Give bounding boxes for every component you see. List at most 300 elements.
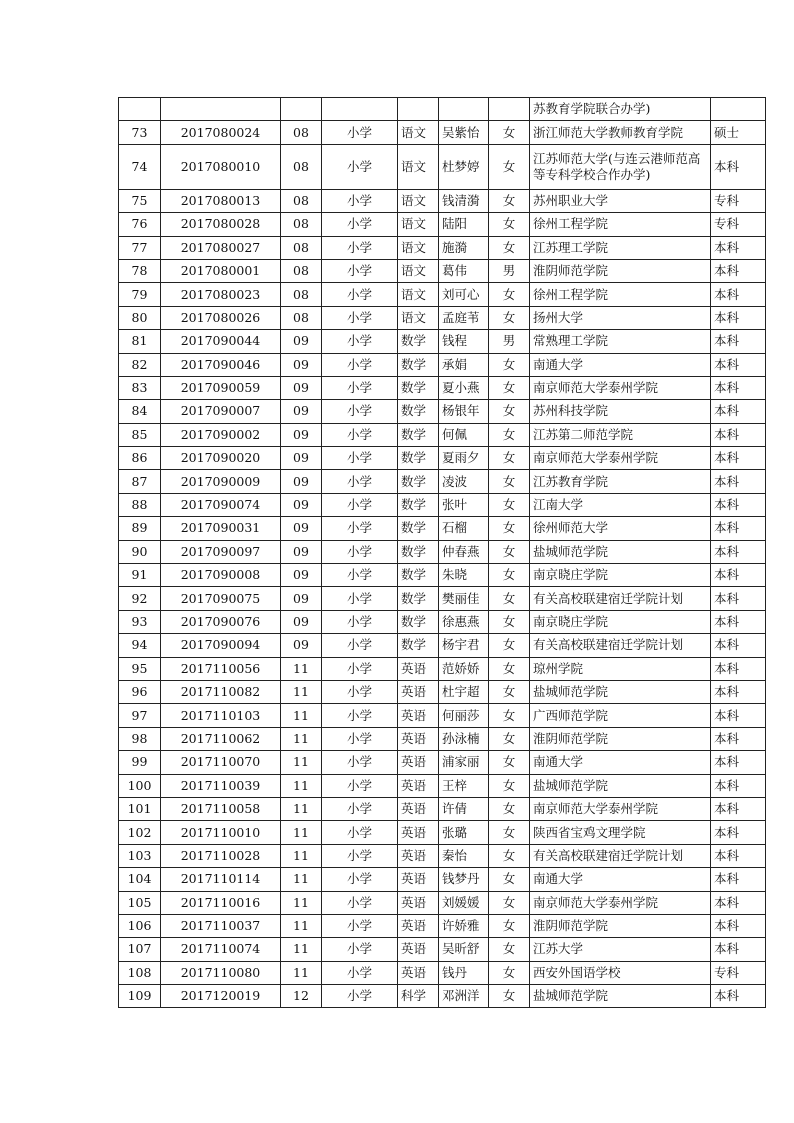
- cell-subject: 语文: [398, 283, 439, 306]
- cell-subject: 英语: [398, 704, 439, 727]
- cell-subject: 数学: [398, 493, 439, 516]
- cell-index: 106: [119, 914, 161, 937]
- cell-exam-number: [161, 98, 281, 121]
- cell-index: [119, 98, 161, 121]
- table-row: [119, 797, 766, 820]
- cell-index: 108: [119, 961, 161, 984]
- cell-level: 小学: [322, 213, 398, 236]
- cell-school: 南京师范大学泰州学院: [530, 797, 711, 820]
- cell-level: 小学: [322, 727, 398, 750]
- table-row: [119, 587, 766, 610]
- cell-exam-number: 2017090046: [161, 353, 281, 376]
- cell-name: 葛伟: [439, 259, 489, 282]
- cell-exam-number: 2017080013: [161, 189, 281, 212]
- cell-position-code: 11: [281, 844, 322, 867]
- table-row: [119, 493, 766, 516]
- cell-subject: 语文: [398, 306, 439, 329]
- cell-name: 徐惠燕: [439, 610, 489, 633]
- cell-position-code: 09: [281, 470, 322, 493]
- cell-position-code: 09: [281, 353, 322, 376]
- cell-school: 徐州工程学院: [530, 283, 711, 306]
- cell-gender: 女: [489, 189, 530, 212]
- cell-subject: 数学: [398, 376, 439, 399]
- cell-level: 小学: [322, 259, 398, 282]
- cell-school: 徐州师范大学: [530, 517, 711, 540]
- cell-index: 83: [119, 376, 161, 399]
- cell-level: [322, 98, 398, 121]
- cell-level: 小学: [322, 704, 398, 727]
- cell-school: 江苏第二师范学院: [530, 423, 711, 446]
- table-row: [119, 985, 766, 1008]
- cell-school: 盐城师范学院: [530, 774, 711, 797]
- cell-position-code: 09: [281, 447, 322, 470]
- cell-name: 秦怡: [439, 844, 489, 867]
- cell-gender: 女: [489, 587, 530, 610]
- cell-position-code: 11: [281, 938, 322, 961]
- cell-exam-number: 2017110080: [161, 961, 281, 984]
- cell-name: 钱丹: [439, 961, 489, 984]
- cell-subject: 数学: [398, 447, 439, 470]
- cell-position-code: 08: [281, 189, 322, 212]
- cell-position-code: 11: [281, 797, 322, 820]
- cell-degree: 本科: [711, 259, 766, 282]
- cell-position-code: 11: [281, 657, 322, 680]
- table-row: [119, 259, 766, 282]
- cell-name: 夏小燕: [439, 376, 489, 399]
- cell-level: 小学: [322, 961, 398, 984]
- cell-index: 98: [119, 727, 161, 750]
- cell-degree: 本科: [711, 751, 766, 774]
- cell-subject: 语文: [398, 144, 439, 189]
- cell-name: 刘媛媛: [439, 891, 489, 914]
- cell-position-code: 09: [281, 376, 322, 399]
- cell-gender: 女: [489, 493, 530, 516]
- cell-level: 小学: [322, 400, 398, 423]
- cell-index: 101: [119, 797, 161, 820]
- cell-school: 苏州科技学院: [530, 400, 711, 423]
- cell-exam-number: 2017090094: [161, 634, 281, 657]
- table-row: [119, 376, 766, 399]
- cell-position-code: 11: [281, 914, 322, 937]
- cell-degree: 本科: [711, 891, 766, 914]
- cell-index: 91: [119, 564, 161, 587]
- cell-exam-number: 2017080028: [161, 213, 281, 236]
- cell-gender: 女: [489, 657, 530, 680]
- cell-name: 张叶: [439, 493, 489, 516]
- cell-gender: 女: [489, 447, 530, 470]
- table-row: [119, 634, 766, 657]
- cell-gender: 女: [489, 376, 530, 399]
- cell-subject: 英语: [398, 844, 439, 867]
- cell-subject: 语文: [398, 236, 439, 259]
- table-row: [119, 517, 766, 540]
- cell-degree: 本科: [711, 306, 766, 329]
- cell-level: 小学: [322, 564, 398, 587]
- cell-index: 103: [119, 844, 161, 867]
- cell-subject: 英语: [398, 774, 439, 797]
- table-row: [119, 680, 766, 703]
- cell-index: 99: [119, 751, 161, 774]
- cell-exam-number: 2017110114: [161, 868, 281, 891]
- cell-gender: 女: [489, 938, 530, 961]
- table-row: [119, 891, 766, 914]
- table-row: [119, 353, 766, 376]
- table-row: [119, 540, 766, 563]
- cell-subject: 英语: [398, 961, 439, 984]
- cell-degree: 本科: [711, 540, 766, 563]
- cell-gender: 女: [489, 634, 530, 657]
- cell-degree: [711, 98, 766, 121]
- cell-school: 南京师范大学泰州学院: [530, 447, 711, 470]
- cell-index: 80: [119, 306, 161, 329]
- cell-subject: 英语: [398, 914, 439, 937]
- cell-position-code: 09: [281, 587, 322, 610]
- table-row: [119, 727, 766, 750]
- cell-position-code: 09: [281, 330, 322, 353]
- cell-school: 有关高校联建宿迁学院计划: [530, 634, 711, 657]
- cell-position-code: 09: [281, 610, 322, 633]
- cell-subject: 语文: [398, 213, 439, 236]
- cell-school: 淮阴师范学院: [530, 914, 711, 937]
- cell-exam-number: 2017090059: [161, 376, 281, 399]
- cell-gender: 女: [489, 144, 530, 189]
- table-row: [119, 213, 766, 236]
- cell-index: 73: [119, 121, 161, 144]
- cell-gender: 女: [489, 306, 530, 329]
- cell-index: 95: [119, 657, 161, 680]
- cell-level: 小学: [322, 891, 398, 914]
- cell-index: 85: [119, 423, 161, 446]
- cell-degree: 本科: [711, 774, 766, 797]
- cell-school: 南通大学: [530, 353, 711, 376]
- cell-level: 小学: [322, 470, 398, 493]
- cell-level: 小学: [322, 283, 398, 306]
- cell-name: 何佩: [439, 423, 489, 446]
- cell-school: 南京晓庄学院: [530, 610, 711, 633]
- cell-position-code: 11: [281, 751, 322, 774]
- cell-gender: 女: [489, 985, 530, 1008]
- table-row: [119, 423, 766, 446]
- cell-school: 常熟理工学院: [530, 330, 711, 353]
- cell-gender: 女: [489, 961, 530, 984]
- table-row: [119, 306, 766, 329]
- cell-subject: 英语: [398, 868, 439, 891]
- cell-exam-number: 2017110103: [161, 704, 281, 727]
- cell-school: 江南大学: [530, 493, 711, 516]
- cell-exam-number: 2017110039: [161, 774, 281, 797]
- cell-position-code: 11: [281, 704, 322, 727]
- cell-name: 许娇雅: [439, 914, 489, 937]
- cell-subject: 数学: [398, 353, 439, 376]
- table-row-continuation: [119, 98, 766, 121]
- cell-name: 朱晓: [439, 564, 489, 587]
- table-row: [119, 657, 766, 680]
- cell-subject: 数学: [398, 610, 439, 633]
- cell-index: 76: [119, 213, 161, 236]
- cell-level: 小学: [322, 376, 398, 399]
- cell-school: 徐州工程学院: [530, 213, 711, 236]
- cell-position-code: 08: [281, 259, 322, 282]
- cell-degree: 本科: [711, 470, 766, 493]
- cell-position-code: 11: [281, 680, 322, 703]
- cell-subject: 数学: [398, 540, 439, 563]
- cell-exam-number: 2017090007: [161, 400, 281, 423]
- cell-level: 小学: [322, 236, 398, 259]
- cell-gender: 女: [489, 610, 530, 633]
- cell-gender: 女: [489, 727, 530, 750]
- cell-position-code: 09: [281, 493, 322, 516]
- cell-subject: 数学: [398, 423, 439, 446]
- cell-gender: 女: [489, 470, 530, 493]
- cell-name: 范娇娇: [439, 657, 489, 680]
- cell-exam-number: 2017080010: [161, 144, 281, 189]
- cell-level: 小学: [322, 423, 398, 446]
- cell-exam-number: 2017110058: [161, 797, 281, 820]
- cell-exam-number: 2017090008: [161, 564, 281, 587]
- cell-name: 邓洲洋: [439, 985, 489, 1008]
- cell-degree: 本科: [711, 704, 766, 727]
- cell-subject: 科学: [398, 985, 439, 1008]
- cell-degree: 本科: [711, 144, 766, 189]
- cell-index: 86: [119, 447, 161, 470]
- cell-school: 西安外国语学校: [530, 961, 711, 984]
- cell-subject: 数学: [398, 330, 439, 353]
- cell-level: 小学: [322, 610, 398, 633]
- cell-degree: 本科: [711, 657, 766, 680]
- cell-exam-number: 2017090009: [161, 470, 281, 493]
- cell-level: 小学: [322, 680, 398, 703]
- cell-gender: 女: [489, 517, 530, 540]
- cell-position-code: 11: [281, 961, 322, 984]
- table-row: [119, 938, 766, 961]
- cell-position-code: 11: [281, 774, 322, 797]
- table-row: [119, 564, 766, 587]
- cell-name: 石榴: [439, 517, 489, 540]
- cell-degree: 本科: [711, 680, 766, 703]
- cell-school: 盐城师范学院: [530, 985, 711, 1008]
- cell-level: 小学: [322, 914, 398, 937]
- cell-subject: 英语: [398, 821, 439, 844]
- cell-gender: 女: [489, 283, 530, 306]
- cell-gender: 女: [489, 868, 530, 891]
- cell-gender: 女: [489, 774, 530, 797]
- cell-index: 97: [119, 704, 161, 727]
- cell-subject: 数学: [398, 400, 439, 423]
- cell-position-code: [281, 98, 322, 121]
- cell-level: 小学: [322, 587, 398, 610]
- cell-index: 75: [119, 189, 161, 212]
- cell-degree: 本科: [711, 821, 766, 844]
- cell-index: 102: [119, 821, 161, 844]
- cell-index: 90: [119, 540, 161, 563]
- cell-name: 钱清漪: [439, 189, 489, 212]
- cell-subject: 英语: [398, 727, 439, 750]
- cell-level: 小学: [322, 657, 398, 680]
- cell-exam-number: 2017110056: [161, 657, 281, 680]
- cell-index: 82: [119, 353, 161, 376]
- table-row: [119, 400, 766, 423]
- cell-level: 小学: [322, 121, 398, 144]
- cell-gender: 女: [489, 121, 530, 144]
- cell-level: 小学: [322, 868, 398, 891]
- cell-subject: 英语: [398, 657, 439, 680]
- cell-position-code: 11: [281, 868, 322, 891]
- table-row: [119, 610, 766, 633]
- cell-degree: 专科: [711, 189, 766, 212]
- cell-degree: 本科: [711, 914, 766, 937]
- cell-degree: 本科: [711, 587, 766, 610]
- cell-name: 凌波: [439, 470, 489, 493]
- cell-name: 承娟: [439, 353, 489, 376]
- cell-level: 小学: [322, 821, 398, 844]
- cell-degree: 本科: [711, 283, 766, 306]
- cell-degree: 本科: [711, 330, 766, 353]
- table-row: [119, 470, 766, 493]
- cell-position-code: 08: [281, 213, 322, 236]
- cell-name: 夏雨夕: [439, 447, 489, 470]
- cell-school: 广西师范学院: [530, 704, 711, 727]
- cell-name: 杨宇君: [439, 634, 489, 657]
- cell-gender: 女: [489, 564, 530, 587]
- cell-degree: 本科: [711, 727, 766, 750]
- cell-school: 南京师范大学泰州学院: [530, 376, 711, 399]
- cell-gender: 女: [489, 680, 530, 703]
- cell-gender: 女: [489, 821, 530, 844]
- cell-exam-number: 2017090097: [161, 540, 281, 563]
- table-row: [119, 914, 766, 937]
- cell-index: 105: [119, 891, 161, 914]
- cell-gender: 女: [489, 423, 530, 446]
- cell-exam-number: 2017080001: [161, 259, 281, 282]
- cell-gender: 男: [489, 330, 530, 353]
- cell-school: 淮阴师范学院: [530, 259, 711, 282]
- cell-degree: 本科: [711, 493, 766, 516]
- cell-degree: 专科: [711, 961, 766, 984]
- cell-name: 吴紫怡: [439, 121, 489, 144]
- cell-exam-number: 2017120019: [161, 985, 281, 1008]
- cell-subject: 语文: [398, 189, 439, 212]
- cell-school: 有关高校联建宿迁学院计划: [530, 844, 711, 867]
- table-row: [119, 121, 766, 144]
- cell-name: 孟庭苇: [439, 306, 489, 329]
- cell-index: 96: [119, 680, 161, 703]
- cell-exam-number: 2017110082: [161, 680, 281, 703]
- cell-degree: 本科: [711, 985, 766, 1008]
- cell-position-code: 08: [281, 306, 322, 329]
- table-row: [119, 704, 766, 727]
- cell-exam-number: 2017110028: [161, 844, 281, 867]
- cell-name: 张璐: [439, 821, 489, 844]
- cell-name: 杨银年: [439, 400, 489, 423]
- cell-name: 杜梦婷: [439, 144, 489, 189]
- table-row: [119, 961, 766, 984]
- cell-name: 浦家丽: [439, 751, 489, 774]
- cell-position-code: 09: [281, 400, 322, 423]
- cell-gender: 女: [489, 540, 530, 563]
- cell-level: 小学: [322, 353, 398, 376]
- cell-name: 仲春燕: [439, 540, 489, 563]
- cell-position-code: 11: [281, 821, 322, 844]
- cell-gender: 女: [489, 914, 530, 937]
- cell-school: 江苏教育学院: [530, 470, 711, 493]
- cell-degree: 本科: [711, 423, 766, 446]
- cell-index: 87: [119, 470, 161, 493]
- cell-school: 有关高校联建宿迁学院计划: [530, 587, 711, 610]
- table-row: [119, 868, 766, 891]
- cell-position-code: 09: [281, 423, 322, 446]
- cell-school: 扬州大学: [530, 306, 711, 329]
- cell-index: 104: [119, 868, 161, 891]
- table-row: [119, 236, 766, 259]
- cell-index: 74: [119, 144, 161, 189]
- table-row: [119, 189, 766, 212]
- cell-index: 92: [119, 587, 161, 610]
- cell-gender: 女: [489, 844, 530, 867]
- cell-subject: 数学: [398, 634, 439, 657]
- cell-degree: 本科: [711, 564, 766, 587]
- cell-position-code: 08: [281, 121, 322, 144]
- cell-index: 107: [119, 938, 161, 961]
- cell-index: 78: [119, 259, 161, 282]
- cell-gender: 女: [489, 236, 530, 259]
- cell-subject: 英语: [398, 938, 439, 961]
- table-row: [119, 144, 766, 189]
- cell-gender: 女: [489, 891, 530, 914]
- cell-gender: 女: [489, 797, 530, 820]
- cell-position-code: 11: [281, 891, 322, 914]
- cell-index: 94: [119, 634, 161, 657]
- cell-exam-number: 2017110062: [161, 727, 281, 750]
- cell-position-code: 08: [281, 236, 322, 259]
- cell-degree: 本科: [711, 400, 766, 423]
- cell-level: 小学: [322, 774, 398, 797]
- cell-school: 苏州职业大学: [530, 189, 711, 212]
- cell-exam-number: 2017110016: [161, 891, 281, 914]
- cell-degree: 本科: [711, 353, 766, 376]
- cell-exam-number: 2017090031: [161, 517, 281, 540]
- cell-level: 小学: [322, 751, 398, 774]
- cell-position-code: 08: [281, 283, 322, 306]
- cell-school: 陕西省宝鸡文理学院: [530, 821, 711, 844]
- cell-school: 淮阴师范学院: [530, 727, 711, 750]
- cell-subject: 英语: [398, 751, 439, 774]
- cell-degree: 本科: [711, 610, 766, 633]
- cell-degree: 专科: [711, 213, 766, 236]
- cell-subject: [398, 98, 439, 121]
- cell-index: 84: [119, 400, 161, 423]
- cell-school: 苏教育学院联合办学): [530, 98, 711, 121]
- cell-gender: 女: [489, 751, 530, 774]
- cell-degree: 本科: [711, 634, 766, 657]
- cell-level: 小学: [322, 938, 398, 961]
- cell-position-code: 11: [281, 727, 322, 750]
- cell-position-code: 09: [281, 564, 322, 587]
- cell-school: 江苏大学: [530, 938, 711, 961]
- cell-index: 93: [119, 610, 161, 633]
- cell-exam-number: 2017090074: [161, 493, 281, 516]
- cell-subject: 英语: [398, 891, 439, 914]
- cell-index: 100: [119, 774, 161, 797]
- table-row: [119, 774, 766, 797]
- cell-school: 南京师范大学泰州学院: [530, 891, 711, 914]
- cell-level: 小学: [322, 985, 398, 1008]
- cell-subject: 英语: [398, 680, 439, 703]
- cell-level: 小学: [322, 634, 398, 657]
- cell-gender: 女: [489, 353, 530, 376]
- cell-degree: 本科: [711, 938, 766, 961]
- cell-name: 何丽莎: [439, 704, 489, 727]
- cell-exam-number: 2017090020: [161, 447, 281, 470]
